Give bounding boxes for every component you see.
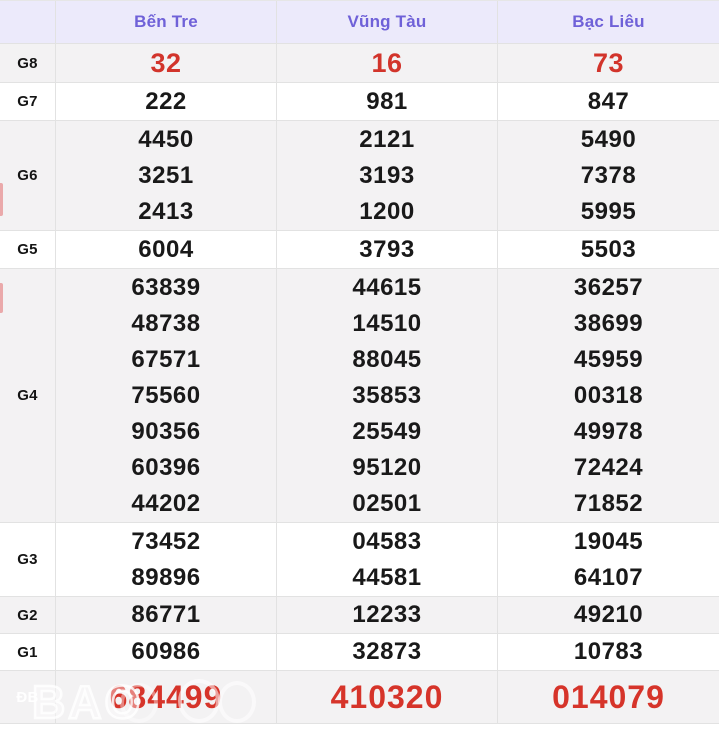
column-header-label: Vũng Tàu xyxy=(347,12,427,31)
prize-cell xyxy=(56,523,277,597)
table-corner-cell xyxy=(0,1,56,44)
prize-value: 32873 xyxy=(352,638,422,665)
prize-cell xyxy=(56,44,277,83)
prize-cell xyxy=(56,83,277,121)
row-label: G1 xyxy=(17,643,38,661)
row-label-cell-G5 xyxy=(0,231,56,269)
prize-value: 45959 xyxy=(573,345,644,373)
column-header-1 xyxy=(56,1,277,44)
prize-value: 72424 xyxy=(573,453,644,481)
prize-value: 44581 xyxy=(352,563,422,591)
prize-value: 3793 xyxy=(359,235,415,263)
row-label-cell-G1 xyxy=(0,634,56,671)
prize-cell xyxy=(498,231,719,269)
prize-value: 89896 xyxy=(131,563,201,591)
column-header-label: Bến Tre xyxy=(134,12,198,31)
row-label: G7 xyxy=(17,93,38,110)
prize-cell xyxy=(277,634,498,671)
row-label: G3 xyxy=(17,551,38,568)
row-label: G2 xyxy=(17,606,38,624)
prize-value: 12233 xyxy=(352,601,422,628)
prize-value: 981 xyxy=(366,87,408,115)
prize-value: 5490 xyxy=(580,125,637,153)
prize-value: 44615 xyxy=(352,273,422,301)
prize-cell xyxy=(277,523,498,597)
prize-cell xyxy=(498,83,719,121)
prize-value: 95120 xyxy=(352,453,422,481)
prize-value: 847 xyxy=(587,87,630,115)
prize-value: 4450 xyxy=(138,125,194,153)
prize-value: 49978 xyxy=(573,417,644,445)
row-label: ĐB xyxy=(16,688,39,706)
prize-value: 6004 xyxy=(138,235,194,263)
prize-cell xyxy=(277,231,498,269)
prize-cell xyxy=(277,44,498,83)
prize-cell xyxy=(56,231,277,269)
prize-cell xyxy=(56,269,277,523)
prize-value: 38699 xyxy=(573,309,644,337)
prize-value: 25549 xyxy=(352,417,422,445)
prize-value: 71852 xyxy=(573,489,644,517)
prize-value: 35853 xyxy=(352,381,422,409)
jackpot-value: 014079 xyxy=(552,679,665,715)
column-header-3 xyxy=(498,1,719,44)
prize-value: 5503 xyxy=(580,235,637,263)
row-label-cell-ĐB xyxy=(0,671,56,724)
prize-cell xyxy=(277,671,498,724)
prize-cell xyxy=(277,121,498,231)
prize-cell xyxy=(498,523,719,597)
row-label-cell-G6 xyxy=(0,121,56,231)
prize-value: 1200 xyxy=(359,197,415,225)
prize-value: 60986 xyxy=(131,638,201,665)
prize-cell xyxy=(498,269,719,523)
prize-value: 64107 xyxy=(573,563,644,591)
prize-value: 14510 xyxy=(352,309,422,337)
row-label: G4 xyxy=(17,387,38,404)
prize-cell xyxy=(277,269,498,523)
prize-value: 48738 xyxy=(131,309,201,337)
prize-cell xyxy=(498,634,719,671)
prize-cell xyxy=(498,44,719,83)
prize-value: 02501 xyxy=(352,489,422,517)
row-label: G8 xyxy=(17,54,38,72)
column-header-2 xyxy=(277,1,498,44)
prize-value: 3251 xyxy=(138,161,194,189)
prize-cell xyxy=(498,671,719,724)
prize-cell xyxy=(56,634,277,671)
prize-value: 63839 xyxy=(131,273,201,301)
prize-cell xyxy=(498,597,719,634)
prize-value: 00318 xyxy=(573,381,644,409)
prize-value: 49210 xyxy=(573,601,644,628)
prize-cell xyxy=(56,597,277,634)
row-label-cell-G3 xyxy=(0,523,56,597)
row-label-cell-G2 xyxy=(0,597,56,634)
prize-cell xyxy=(498,121,719,231)
prize-value: 10783 xyxy=(573,638,644,665)
row-label-cell-G7 xyxy=(0,83,56,121)
prize-value: 5995 xyxy=(580,197,637,225)
jackpot-value: 410320 xyxy=(330,679,444,715)
jackpot-value: 684499 xyxy=(109,679,223,715)
prize-value: 2413 xyxy=(138,197,194,225)
prize-value: 67571 xyxy=(131,345,201,373)
prize-value: 88045 xyxy=(352,345,422,373)
prize-cell xyxy=(56,121,277,231)
prize-cell xyxy=(56,671,277,724)
row-label: G6 xyxy=(17,167,38,184)
prize-cell xyxy=(277,83,498,121)
prize-value: 60396 xyxy=(131,453,201,481)
column-header-label: Bạc Liêu xyxy=(572,12,645,31)
prize-value: 75560 xyxy=(131,381,201,409)
row-label-cell-G4 xyxy=(0,269,56,523)
prize-value: 19045 xyxy=(573,527,644,555)
prize-value: 3193 xyxy=(359,161,415,189)
prize-cell xyxy=(277,597,498,634)
prize-value: 7378 xyxy=(580,161,637,189)
prize-value: 73452 xyxy=(131,527,201,555)
prize-value: 36257 xyxy=(573,273,644,301)
prize-value: 04583 xyxy=(352,527,422,555)
prize-value: 16 xyxy=(371,48,403,78)
row-label-cell-G8 xyxy=(0,44,56,83)
prize-value: 86771 xyxy=(131,601,201,628)
prize-value: 222 xyxy=(145,87,187,115)
prize-value: 90356 xyxy=(131,417,201,445)
prize-value: 44202 xyxy=(131,489,201,517)
prize-value: 2121 xyxy=(359,125,415,153)
prize-value: 73 xyxy=(592,48,625,78)
row-label: G5 xyxy=(17,241,38,258)
prize-value: 32 xyxy=(150,48,182,78)
